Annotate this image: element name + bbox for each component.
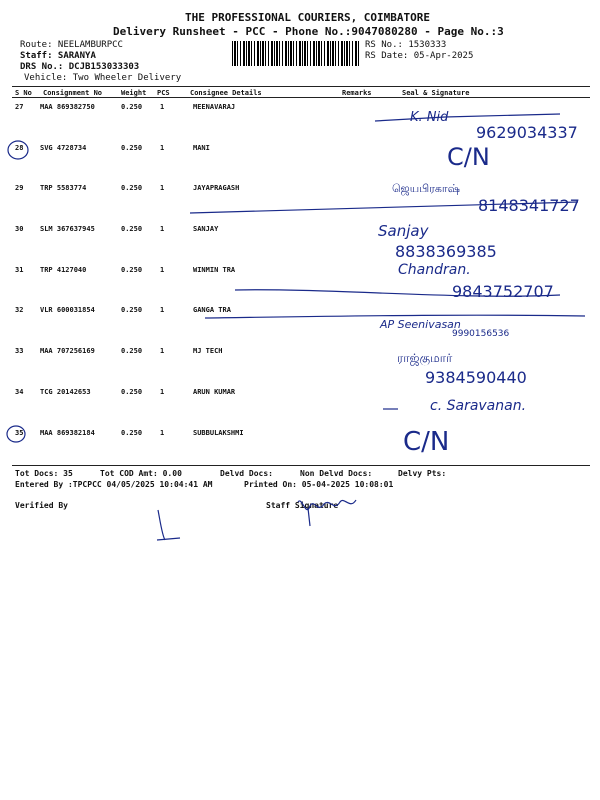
row-consignment: TCG 20142653 <box>40 388 91 396</box>
entered-by: Entered By :TPCPCC 04/05/2025 10:04:41 AM <box>15 480 213 489</box>
route-label: Route: NEELAMBURPCC <box>20 40 123 50</box>
signature-row31: Chandran. <box>398 262 471 278</box>
phone-row32: 9990156536 <box>452 329 510 339</box>
row-pcs: 1 <box>160 429 165 437</box>
row-consignee: GANGA TRA <box>193 306 231 314</box>
row-consignee: MEENAVARAJ <box>193 103 236 111</box>
row-weight: 0.250 <box>121 388 143 396</box>
signature-row30: Sanjay <box>378 222 429 240</box>
row-consignment: MAA 707256169 <box>40 347 95 355</box>
col-pcs: PCS <box>157 89 170 97</box>
row-consignee: MJ TECH <box>193 347 223 355</box>
vehicle-label: Vehicle: Two Wheeler Delivery <box>24 73 182 83</box>
row-weight: 0.250 <box>121 429 143 437</box>
row-weight: 0.250 <box>121 184 143 192</box>
signature-row33: ராஜ்குமார் <box>397 351 453 365</box>
row-sno: 32 <box>15 306 24 314</box>
signature-row34: c. Saravanan. <box>430 398 527 414</box>
row-consignment: SLM 367637945 <box>40 225 95 233</box>
row-pcs: 1 <box>160 184 165 192</box>
signature-row29: ஜெயபிரகாஷ் <box>392 182 460 195</box>
row-pcs: 1 <box>160 388 165 396</box>
rs-date: RS Date: 05-Apr-2025 <box>365 51 474 61</box>
col-consignee: Consignee Details <box>190 89 262 97</box>
row-consignee: WINMIN TRA <box>193 266 236 274</box>
row-consignment: TRP 4127040 <box>40 266 87 274</box>
row-consignee: ARUN KUMAR <box>193 388 236 396</box>
row-consignee: SANJAY <box>193 225 219 233</box>
delvd-docs: Delvd Docs: <box>220 469 273 478</box>
footer-rule <box>12 465 590 466</box>
row-sno: 31 <box>15 266 24 274</box>
phone-row29: 8148341727 <box>478 196 580 215</box>
verified-by: Verified By <box>15 501 68 510</box>
row-sno: 30 <box>15 225 24 233</box>
printed-on: Printed On: 05-04-2025 10:08:01 <box>244 480 394 489</box>
phone-row33: 9384590440 <box>425 368 527 387</box>
row-sno: 35 <box>15 429 24 437</box>
row-consignment: SVG 4728734 <box>40 144 87 152</box>
row-sno: 29 <box>15 184 24 192</box>
signature-row27: K. Nid <box>410 110 449 125</box>
non-delvd-docs: Non Delvd Docs: <box>300 469 373 478</box>
row-weight: 0.250 <box>121 266 143 274</box>
phone-row30: 8838369385 <box>395 242 497 261</box>
delvy-pts: Delvy Pts: <box>398 469 447 478</box>
cn-mark-row35: C/N <box>403 427 450 457</box>
row-sno: 34 <box>15 388 24 396</box>
row-pcs: 1 <box>160 144 165 152</box>
tot-cod-amt: Tot COD Amt: 0.00 <box>100 469 182 478</box>
staff-signature-scribble <box>292 494 372 534</box>
runsheet-subtitle: Delivery Runsheet - PCC - Phone No.:9047080280 - Page No.:3 <box>113 25 504 38</box>
row-weight: 0.250 <box>121 103 143 111</box>
row-sno: 27 <box>15 103 24 111</box>
row-consignment: TRP 5583774 <box>40 184 87 192</box>
row-consignment: MAA 869382750 <box>40 103 95 111</box>
rs-number: RS No.: 1530333 <box>365 40 447 50</box>
row-pcs: 1 <box>160 347 165 355</box>
company-title: THE PROFESSIONAL COURIERS, COIMBATORE <box>185 11 431 24</box>
col-sno: S No <box>15 89 32 97</box>
staff-label: Staff: SARANYA <box>20 51 96 61</box>
row-weight: 0.250 <box>121 225 143 233</box>
staff-signature-label: Staff Signature <box>266 501 339 510</box>
row-pcs: 1 <box>160 225 165 233</box>
row-weight: 0.250 <box>121 347 143 355</box>
row-weight: 0.250 <box>121 306 143 314</box>
row-consignee: JAYAPRAGASH <box>193 184 240 192</box>
tot-docs: Tot Docs: 35 <box>15 469 73 478</box>
row-weight: 0.250 <box>121 144 143 152</box>
signature-row32: AP Seenivasan <box>380 318 461 331</box>
row-consignee: MANI <box>193 144 210 152</box>
row-pcs: 1 <box>160 306 165 314</box>
col-remarks: Remarks <box>342 89 372 97</box>
row-consignee: SUBBULAKSHMI <box>193 429 244 437</box>
col-consignment: Consignment No <box>43 89 103 97</box>
row-pcs: 1 <box>160 266 165 274</box>
drs-number: DRS No.: DCJB153033303 <box>20 62 140 72</box>
col-seal-signature: Seal & Signature <box>402 89 470 97</box>
col-weight: Weight <box>121 89 147 97</box>
phone-row31: 9843752707 <box>452 282 554 301</box>
row-consignment: VLR 600031854 <box>40 306 95 314</box>
row-pcs: 1 <box>160 103 165 111</box>
row-consignment: MAA 869382184 <box>40 429 95 437</box>
phone-row27: 9629034337 <box>476 123 578 142</box>
row-sno: 28 <box>15 144 24 152</box>
row-sno: 33 <box>15 347 24 355</box>
cn-mark-row28: C/N <box>447 143 490 171</box>
